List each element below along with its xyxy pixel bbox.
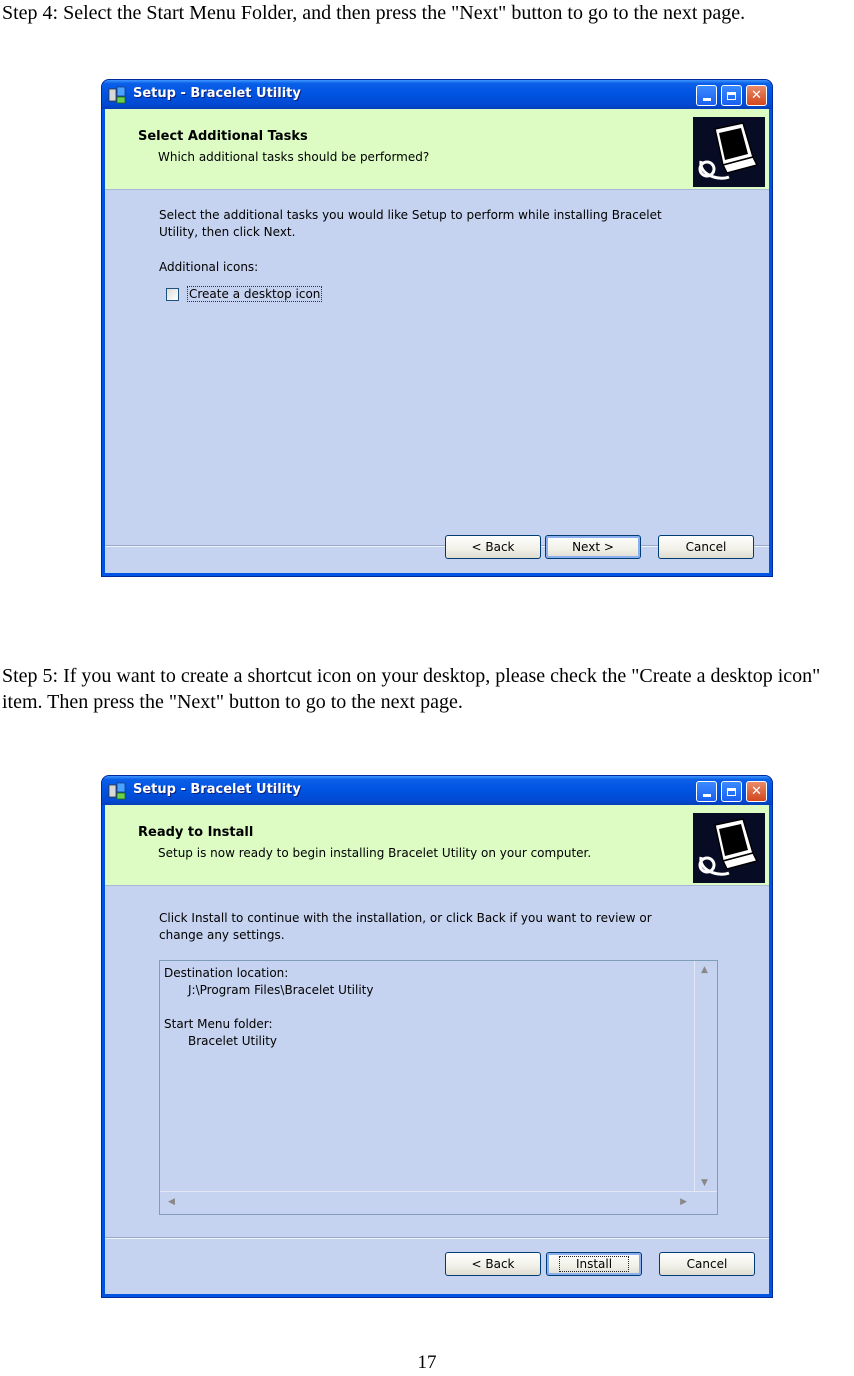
header-subtitle: Which additional tasks should be performed? [158, 150, 430, 164]
instructions-line-2: change any settings. [159, 928, 285, 942]
scroll-down-icon[interactable]: ▼ [701, 1178, 708, 1188]
header-subtitle: Setup is now ready to begin installing Bracelet Utility on your computer. [158, 846, 592, 860]
page-number: 17 [417, 1352, 437, 1373]
wizard-header [105, 109, 769, 190]
create-desktop-icon-label[interactable]: Create a desktop icon [189, 287, 321, 301]
window-title: Setup - Bracelet Utility [133, 86, 301, 101]
minimize-button[interactable] [696, 781, 717, 802]
header-title: Select Additional Tasks [138, 129, 308, 144]
dialog-client-area [105, 109, 769, 573]
maximize-icon [727, 788, 736, 796]
horizontal-scrollbar[interactable] [160, 1191, 717, 1214]
scroll-up-icon[interactable]: ▲ [701, 965, 708, 975]
minimize-icon [703, 98, 711, 101]
install-button[interactable] [546, 1252, 642, 1276]
setup-app-icon [108, 782, 126, 800]
maximize-button[interactable] [721, 781, 742, 802]
minimize-icon [703, 794, 711, 797]
cancel-button-label: Cancel [686, 1257, 728, 1271]
close-button[interactable] [746, 781, 767, 802]
destination-location-value: J:\Program Files\Bracelet Utility [188, 983, 374, 997]
scroll-right-icon[interactable]: ▶ [680, 1197, 687, 1207]
install-button-label: Install [559, 1256, 629, 1272]
close-icon: ✕ [751, 88, 762, 103]
title-bar[interactable] [102, 776, 772, 805]
instructions-text [159, 207, 689, 241]
destination-location-label: Destination location: [164, 966, 289, 980]
back-button[interactable] [445, 1252, 541, 1276]
cancel-button[interactable] [659, 1252, 755, 1276]
setup-dialog-ready-to-install [101, 775, 773, 1298]
start-menu-folder-label: Start Menu folder: [164, 1017, 273, 1031]
dialog-client-area [105, 805, 769, 1294]
cancel-button[interactable] [658, 535, 754, 559]
step-4-instruction: Step 4: Select the Start Menu Folder, and then press the "Next" button to go to the next page. [2, 2, 746, 24]
additional-icons-label: Additional icons: [159, 260, 259, 274]
instructions-text [159, 910, 689, 944]
header-title: Ready to Install [138, 825, 254, 840]
title-bar[interactable] [102, 80, 772, 109]
step-5-instruction: Step 5: If you want to create a shortcut icon on your desktop, please check the "Create a desktop icon" item. Then press the "Next" button to go to the next page. [2, 665, 821, 713]
instructions-line-2: Utility, then click Next. [159, 225, 296, 239]
footer-divider [105, 1237, 769, 1239]
instructions-line-1: Select the additional tasks you would like Setup to perform while installing Bracelet [159, 208, 662, 222]
back-button-label: < Back [471, 1257, 515, 1271]
wizard-header [105, 805, 769, 886]
window-title: Setup - Bracelet Utility [133, 782, 301, 797]
setup-computer-icon [693, 813, 765, 883]
setup-computer-icon [693, 117, 765, 187]
next-button-label: Next > [572, 540, 614, 554]
maximize-icon [727, 92, 736, 100]
cancel-button-label: Cancel [685, 540, 727, 554]
maximize-button[interactable] [721, 85, 742, 106]
back-button-label: < Back [471, 540, 515, 554]
setup-app-icon [108, 86, 126, 104]
vertical-scrollbar[interactable] [694, 961, 717, 1192]
setup-dialog-additional-tasks [101, 79, 773, 577]
next-button[interactable] [545, 535, 641, 559]
create-desktop-icon-checkbox[interactable] [166, 288, 179, 301]
install-summary-memo[interactable] [159, 960, 718, 1215]
back-button[interactable] [445, 535, 541, 559]
install-summary-text [164, 965, 373, 1050]
close-icon: ✕ [751, 784, 762, 799]
minimize-button[interactable] [696, 85, 717, 106]
start-menu-folder-value: Bracelet Utility [188, 1034, 278, 1048]
scroll-left-icon[interactable]: ◀ [168, 1197, 175, 1207]
close-button[interactable] [746, 85, 767, 106]
instructions-line-1: Click Install to continue with the installation, or click Back if you want to review or [159, 911, 652, 925]
